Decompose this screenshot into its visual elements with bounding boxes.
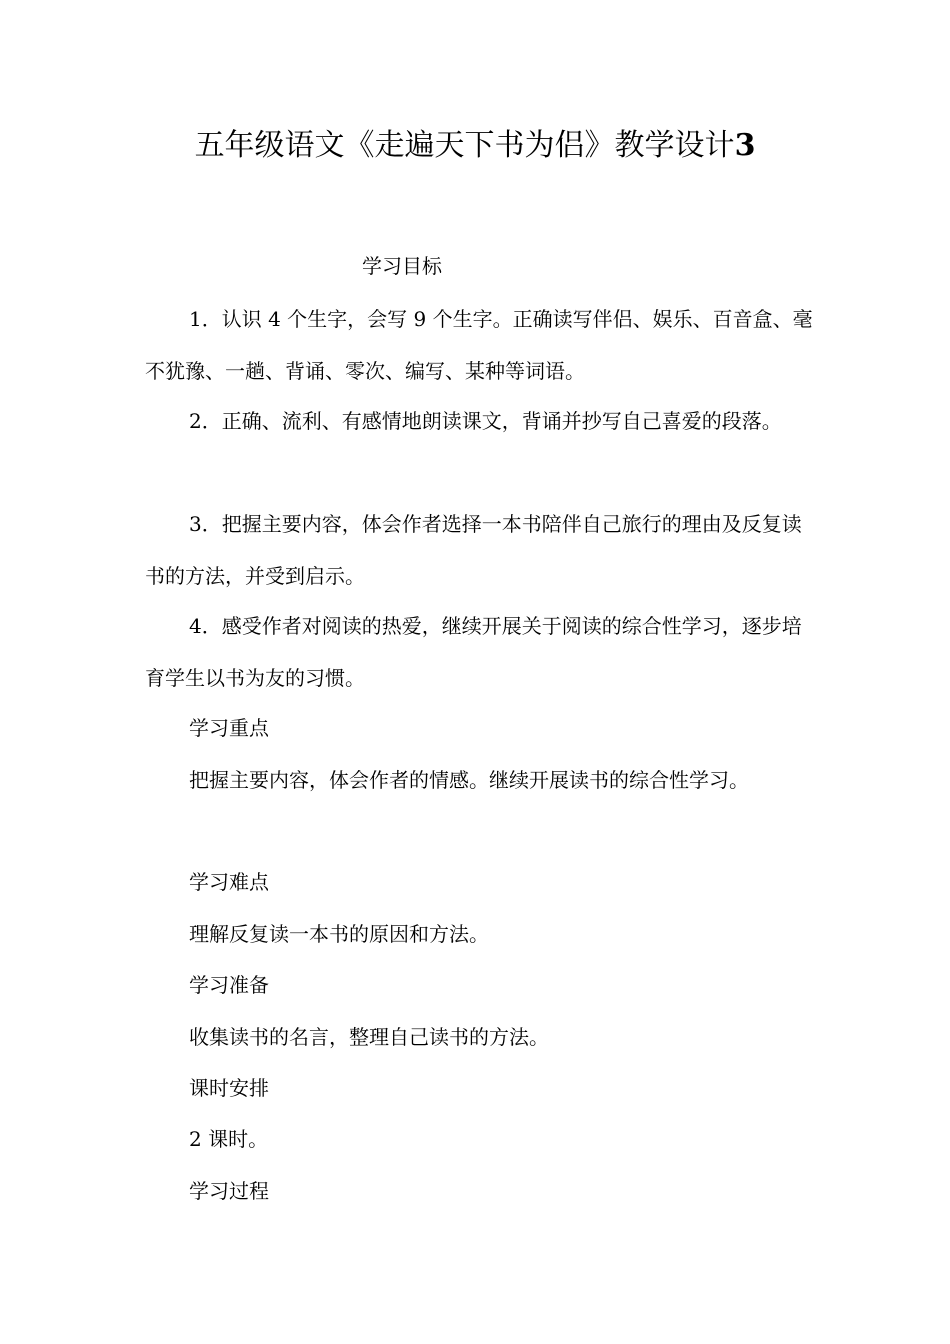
document-title-text: 五年级语文《走遍天下书为侣》教学设计	[194, 128, 735, 163]
objective-item-1: 1．认识 4 个生字，会写 9 个生字。正确读写伴侣、娱乐、百音盒、毫不犹豫、一趟、背诵、零次、编写、某种等词语。	[145, 307, 813, 383]
preparation-text: 收集读书的名言，整理自己读书的方法。	[189, 1025, 549, 1049]
difficulty-text: 理解反复读一本书的原因和方法。	[189, 922, 489, 946]
key-points-text: 把握主要内容，体会作者的情感。继续开展读书的综合性学习。	[189, 768, 749, 792]
schedule-text: 2 课时。	[189, 1127, 269, 1151]
document-title	[0, 124, 950, 168]
section-heading-objectives: 学习目标	[362, 254, 442, 278]
section-heading-preparation: 学习准备	[189, 973, 269, 997]
objective-item-4: 4．感受作者对阅读的热爱，继续开展关于阅读的综合性学习，逐步培育学生以书为友的习惯。	[145, 614, 802, 690]
section-heading-key: 学习重点	[189, 716, 269, 740]
objective-item-2: 2．正确、流利、有感情地朗读课文，背诵并抄写自己喜爱的段落。	[189, 409, 782, 433]
section-heading-process: 学习过程	[189, 1179, 269, 1203]
objective-item-3: 3．把握主要内容，体会作者选择一本书陪伴自己旅行的理由及反复读书的方法，并受到启示。	[145, 512, 802, 588]
section-heading-difficulty: 学习难点	[189, 870, 269, 894]
section-heading-schedule: 课时安排	[189, 1076, 269, 1100]
document-title-number: 3	[734, 128, 756, 163]
